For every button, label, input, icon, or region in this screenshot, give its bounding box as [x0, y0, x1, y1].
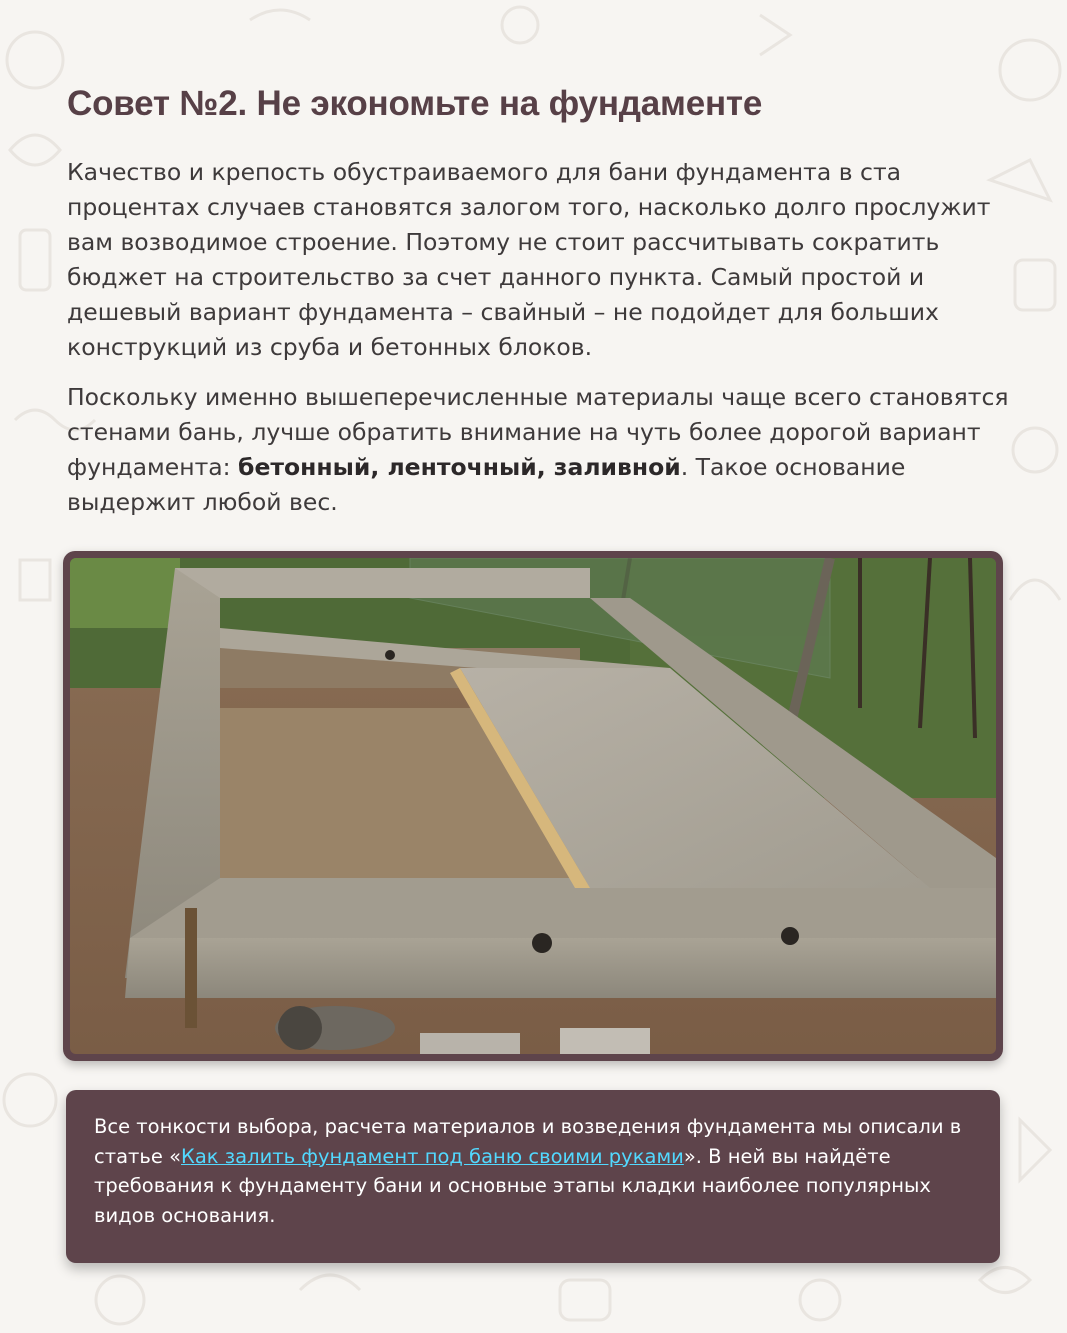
paragraph-2-text-end: . Такое основание выдержит любой вес.: [67, 453, 906, 516]
paragraph-2-text-start: Поскольку именно вышеперечисленные материалы чаще всего становятся стенами бань, лучше обратить внимание на чуть более дорогой вариант фундамента:: [67, 383, 1009, 481]
paragraph-2: [67, 380, 1027, 520]
foundation-photo: [70, 558, 996, 1054]
callout-text: [94, 1112, 974, 1230]
related-article-callout: [66, 1090, 1000, 1263]
callout-text-start: Все тонкости выбора, расчета материалов и возведения фундамента мы описали в статье «: [94, 1115, 962, 1168]
foundation-photo-illustration: [70, 558, 996, 1054]
paragraph-2-bold-text: бетонный, ленточный, заливной: [238, 453, 681, 481]
callout-text-end: ». В ней вы найдёте требования к фундаменту бани и основные этапы кладки наиболее популярных видов основания.: [94, 1144, 931, 1227]
photo-frame: [63, 551, 1003, 1061]
page-title: Совет №2. Не экономьте на фундаменте: [67, 84, 763, 123]
article-link[interactable]: Как залить фундамент под баню своими руками: [181, 1144, 684, 1168]
paragraph-1: Качество и крепость обустраиваемого для бани фундамента в ста процентах случаев становятся залогом того, насколько долго прослужит вам возводимое строение. Поэтому не стоит рассчитывать сократить бюджет на строительство за счет данного пункта. Самый простой и дешевый вариант фундамента – свайный – не подойдет для больших конструкций из сруба и бетонных блоков.: [67, 158, 991, 361]
